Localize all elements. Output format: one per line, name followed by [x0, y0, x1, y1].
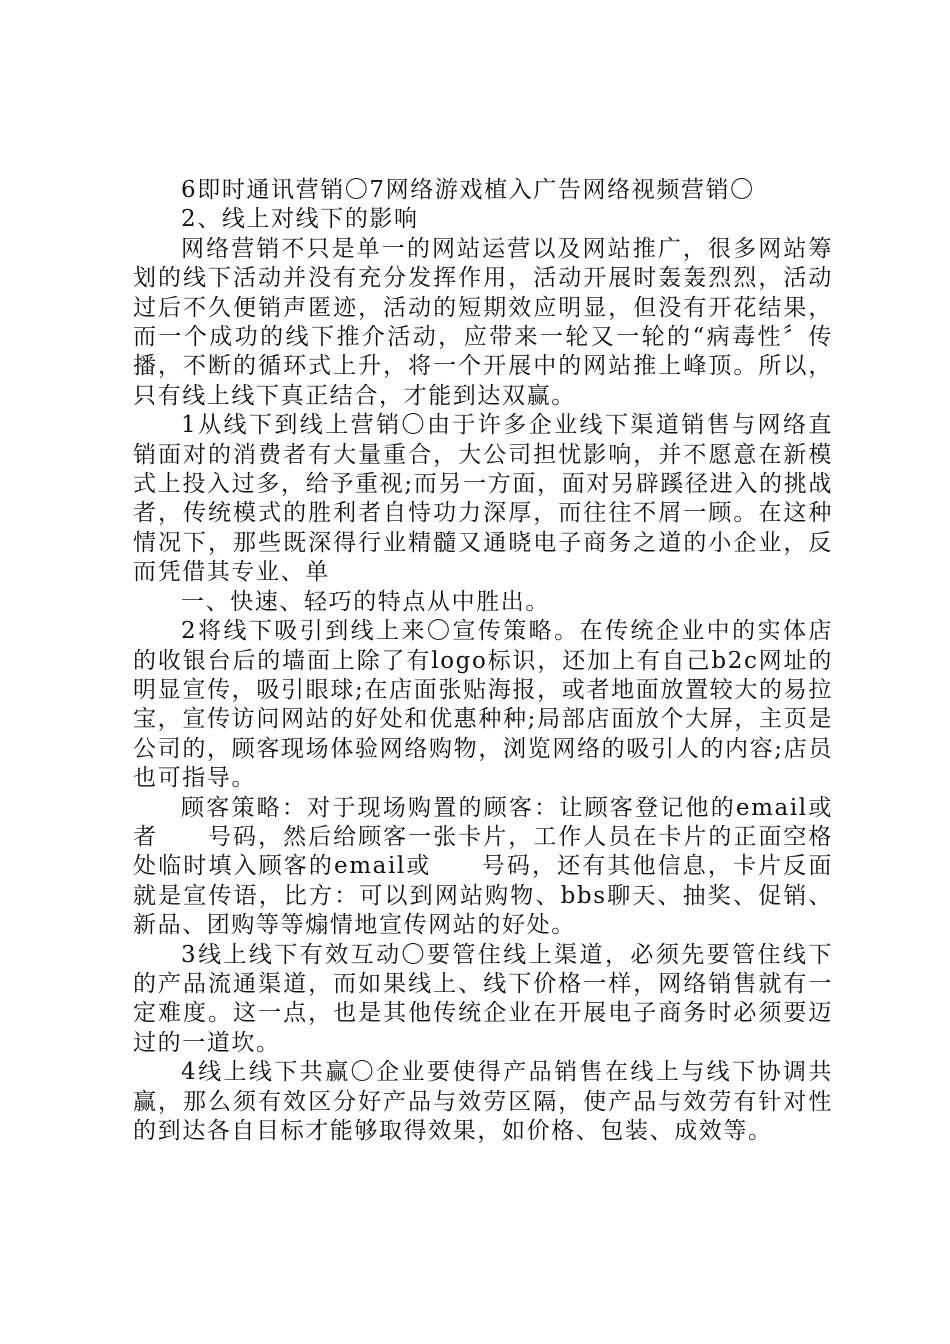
document-body	[133, 176, 833, 1146]
section-heading: 2、线上对线下的影响	[181, 206, 419, 233]
paragraph-6: 顾客策略：对于现场购置的顾客：让顾客登记他的email或者 号码，然后给顾客一张卡片，工作人员在卡片的正面空格处临时填入顾客的email或 号码，还有其他信息，卡片反面就是宣传语，比方：可以到网站购物、bbs聊天、抽奖、促销、新品、团购等等煽情地宣传网站的好处。	[133, 794, 833, 939]
paragraph-3: 1从线下到线上营销〇由于许多企业线下渠道销售与网络直销面对的消费者有大量重合，大公司担忧影响，并不愿意在新模式上投入过多，给予重视;而另一方面，面对另辟蹊径进入的挑战者，传统模式的胜利者自恃功力深厚，而往往不屑一顾。在这种情况下，那些既深得行业精髓又通晓电子商务之道的小企业，反而凭借其专业、单	[133, 412, 833, 586]
paragraph-2: 网络营销不只是单一的网站运营以及网站推广，很多网站筹划的线下活动并没有充分发挥作用，活动开展时轰轰烈烈，活动过后不久便销声匿迹，活动的短期效应明显，但没有开花结果，而一个成功的线下推介活动，应带来一轮又一轮的“病毒性〞传播，不断的循环式上升，将一个开展中的网站推上峰顶。所以，只有线上线下真正结合，才能到达双赢。	[133, 235, 833, 409]
paragraph-1: 6即时通讯营销〇7网络游戏植入广告网络视频营销〇	[181, 177, 755, 203]
paragraph-8: 4线上线下共赢〇企业要使得产品销售在线上与线下协调共赢，那么须有效区分好产品与效劳区隔，使产品与效劳有针对性的到达各自目标才能够取得效果，如价格、包装、成效等。	[133, 1059, 833, 1144]
paragraph-4: 一、快速、轻巧的特点从中胜出。	[181, 588, 550, 615]
paragraph-5: 2将线下吸引到线上来〇宣传策略。在传统企业中的实体店的收银台后的墙面上除了有logo标识，还加上有自己b2c网址的明显宣传，吸引眼球;在店面张贴海报，或者地面放置较大的易拉宝，宣传访问网站的好处和优惠种种;局部店面放个大屏，主页是公司的，顾客现场体验网络购物，浏览网络的吸引人的内容;店员也可指导。	[133, 618, 833, 792]
paragraph-7: 3线上线下有效互动〇要管住线上渠道，必须先要管住线下的产品流通渠道，而如果线上、线下价格一样，网络销售就有一定难度。这一点，也是其他传统企业在开展电子商务时必须要迈过的一道坎。	[133, 941, 833, 1056]
